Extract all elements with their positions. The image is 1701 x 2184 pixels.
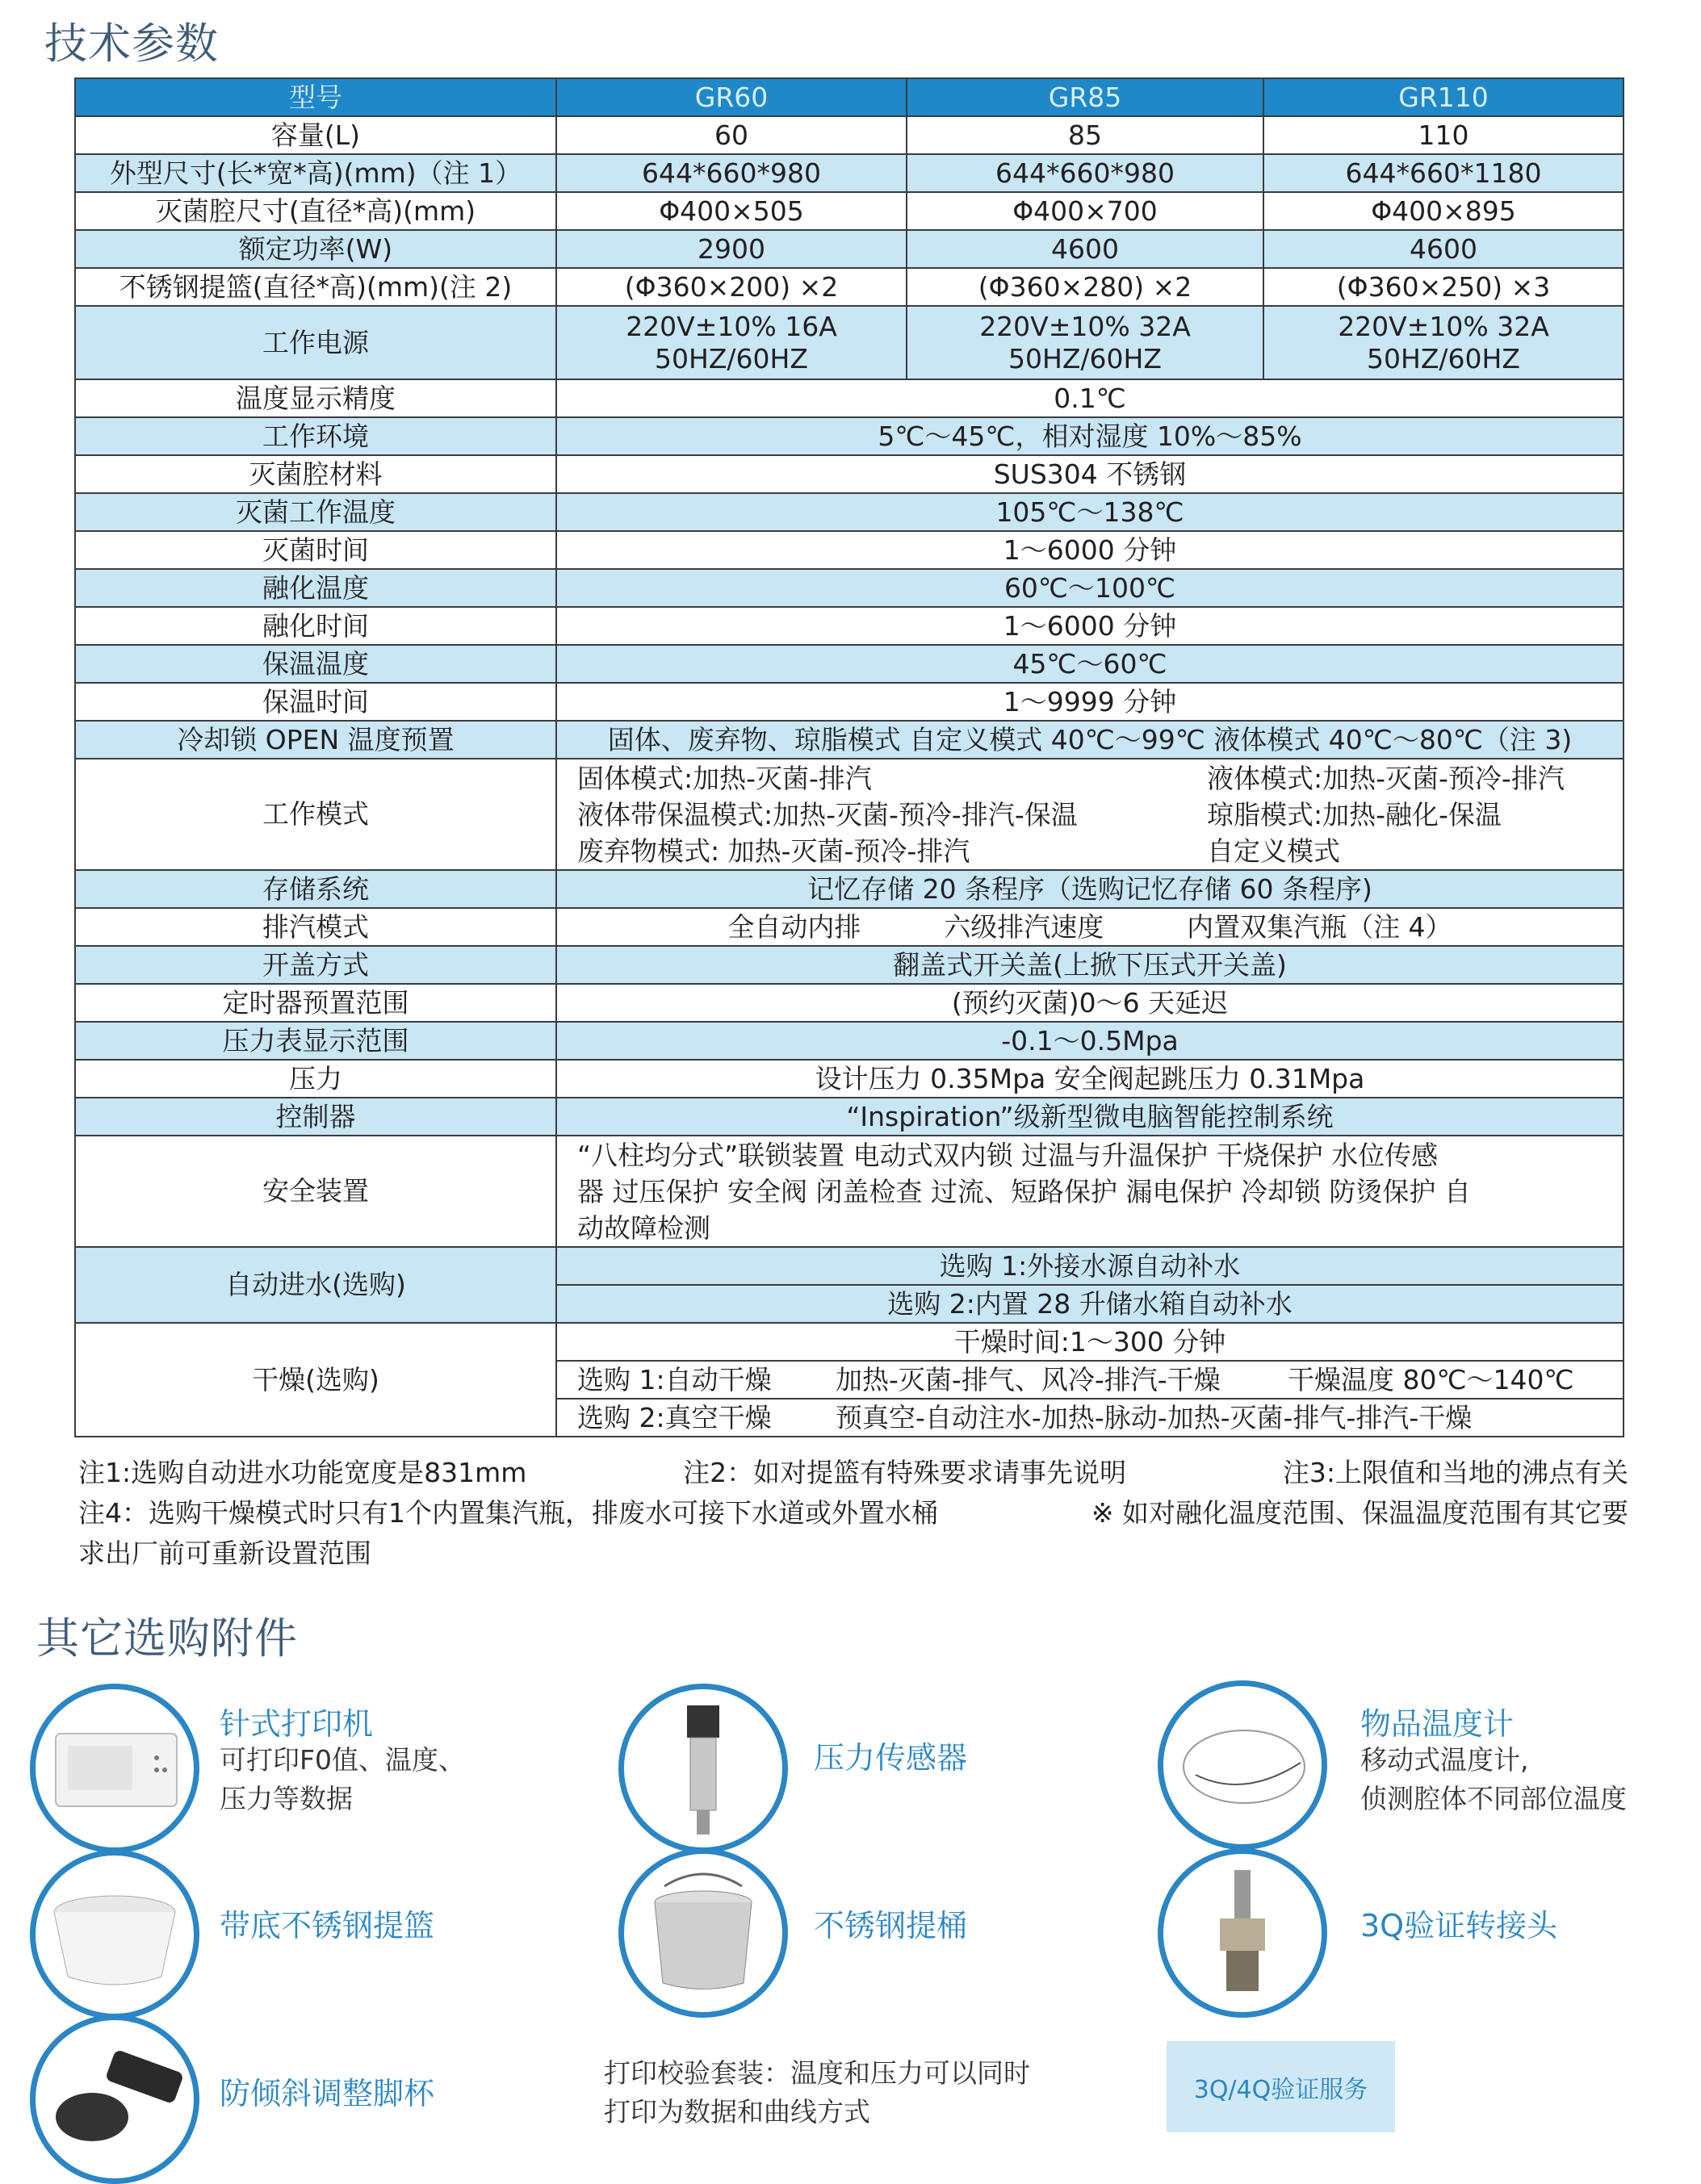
specs-title: 技术参数 (44, 19, 219, 69)
safety-line: 动故障检测 (577, 1211, 710, 1244)
thermometer-image (1158, 1680, 1327, 1850)
cell: 1～9999 分钟 (556, 683, 1623, 721)
table-row (75, 154, 1623, 192)
desc-line: 压力等数据 (220, 1783, 353, 1814)
table-row (75, 759, 1623, 870)
row-label: 融化时间 (75, 607, 556, 645)
cell-line: 50HZ/60HZ (655, 342, 808, 374)
adapter-image (1158, 1848, 1327, 2018)
mode-item: 液体模式:加热-灭菌-预冷-排汽 (1207, 762, 1565, 794)
table-row (75, 116, 1623, 154)
table-row (75, 1098, 1623, 1136)
desc-line: 可打印F0值、温度、 (220, 1744, 465, 1776)
desc-line: 打印校验套装：温度和压力可以同时 (604, 2057, 1030, 2089)
cell-line: 220V±10% 16A (626, 310, 837, 342)
water-cell (556, 1247, 1623, 1323)
table-row (75, 1136, 1623, 1247)
exhaust-item: 内置双集汽瓶（注 4） (1187, 910, 1452, 943)
table-row (75, 1060, 1623, 1098)
cell-line: 50HZ/60HZ (1367, 342, 1520, 374)
cell: 翻盖式开关盖(上掀下压式开关盖) (556, 946, 1623, 984)
accessories-title: 其它选购附件 (36, 1614, 298, 1663)
desc-line: 打印为数据和曲线方式 (604, 2096, 870, 2128)
table-row (75, 417, 1623, 455)
row-label: 控制器 (75, 1098, 556, 1136)
safety-cell (556, 1136, 1623, 1247)
cell: Φ400×895 (1263, 192, 1623, 230)
header-cell: GR85 (907, 78, 1263, 116)
row-label: 工作电源 (75, 306, 556, 379)
table-row (75, 721, 1623, 759)
basket-image (30, 1850, 199, 2019)
table-row (75, 1323, 1623, 1437)
accessory-desc (1360, 1741, 1627, 1818)
header-cell: GR60 (556, 78, 907, 116)
header-cell: 型号 (75, 78, 556, 116)
water-option: 选购 1:外接水源自动补水 (557, 1248, 1623, 1286)
mode-item: 自定义模式 (1207, 835, 1340, 867)
cell: 1～6000 分钟 (556, 531, 1623, 569)
pressure-sensor-image (618, 1684, 788, 1853)
water-option: 选购 2:内置 28 升储水箱自动补水 (887, 1288, 1293, 1320)
row-label: 开盖方式 (75, 946, 556, 984)
desc-line: 侦测腔体不同部位温度 (1360, 1783, 1627, 1814)
mode-item: 液体带保温模式:加热-灭菌-预冷-排汽-保温 (577, 798, 1078, 831)
row-label: 外型尺寸(长*宽*高)(mm)（注 1） (75, 154, 556, 192)
cell: 2900 (556, 230, 907, 268)
table-row (75, 192, 1623, 230)
dry-opt-label: 选购 1:自动干燥 (577, 1364, 772, 1395)
cell: “Inspiration”级新型微电脑智能控制系统 (556, 1098, 1623, 1136)
cell: Φ400×505 (556, 192, 907, 230)
accessory-title: 3Q验证转接头 (1360, 1908, 1558, 1943)
cell: 105℃～138℃ (556, 493, 1623, 531)
cell (1263, 306, 1623, 379)
accessory-title: 带底不锈钢提篮 (220, 1908, 435, 1943)
dry-opt-label: 选购 2:真空干燥 (577, 1402, 772, 1433)
cell: 60℃～100℃ (556, 569, 1623, 607)
cell: 1～6000 分钟 (556, 607, 1623, 645)
table-row (75, 870, 1623, 908)
cell: 644*660*980 (556, 154, 907, 192)
row-label: 排汽模式 (75, 908, 556, 946)
row-label: 容量(L) (75, 116, 556, 154)
exhaust-item: 全自动内排 (727, 910, 861, 943)
table-row (75, 984, 1623, 1022)
cell: (预约灭菌)0～6 天延迟 (556, 984, 1623, 1022)
cell: 记忆存储 20 条程序（选购记忆存储 60 条程序) (556, 870, 1623, 908)
header-cell: GR110 (1263, 78, 1623, 116)
note-2: 注2：如对提篮有特殊要求请事先说明 (683, 1457, 1127, 1488)
table-row (75, 569, 1623, 607)
cell: 4600 (907, 230, 1263, 268)
table-row (75, 1247, 1623, 1323)
table-row (75, 455, 1623, 493)
row-label: 保温温度 (75, 645, 556, 683)
cell (556, 908, 1623, 946)
cell: 0.1℃ (556, 379, 1623, 417)
dry-time: 干燥时间:1～300 分钟 (557, 1324, 1623, 1362)
note-4: 注4：选购干燥模式时只有1个内置集汽瓶，排废水可接下水道或外置水桶 (78, 1497, 938, 1529)
cell: 85 (907, 116, 1263, 154)
dry-cell (556, 1323, 1623, 1437)
cell: 4600 (1263, 230, 1623, 268)
accessory-title: 防倾斜调整脚杯 (220, 2076, 435, 2111)
cell: (Φ360×280) ×2 (907, 268, 1263, 306)
cell: 5℃～45℃，相对湿度 10%～85% (556, 417, 1623, 455)
row-label: 不锈钢提篮(直径*高)(mm)(注 2) (75, 268, 556, 306)
printer-image (30, 1684, 199, 1853)
table-row (75, 1022, 1623, 1060)
row-label: 融化温度 (75, 569, 556, 607)
accessory-desc (220, 1741, 465, 1818)
notes (78, 1453, 1628, 1574)
exhaust-item: 六级排汽速度 (944, 910, 1104, 943)
dry-opt-process: 预真空-自动注水-加热-脉动-加热-灭菌-排气-排汽-干燥 (836, 1402, 1473, 1433)
note-6: 求出厂前可重新设置范围 (78, 1538, 371, 1569)
table-row (75, 493, 1623, 531)
accessory-title: 不锈钢提桶 (814, 1908, 968, 1943)
table-row (75, 645, 1623, 683)
cell: Φ400×700 (907, 192, 1263, 230)
table-header-row (75, 78, 1623, 116)
cell: 45℃～60℃ (556, 645, 1623, 683)
row-label: 定时器预置范围 (75, 984, 556, 1022)
table-row (75, 379, 1623, 417)
cell-line: 50HZ/60HZ (1008, 342, 1162, 374)
note-1: 注1:选购自动进水功能宽度是831mm (78, 1457, 527, 1488)
cell: 110 (1263, 116, 1623, 154)
cell-line: 220V±10% 32A (1338, 310, 1549, 342)
accessory-title: 物品温度计 (1360, 1706, 1515, 1742)
row-label: 灭菌腔材料 (75, 455, 556, 493)
print-kit-desc (604, 2054, 1030, 2132)
safety-line: “八柱均分式”联锁装置 电动式双内锁 过温与升温保护 干烧保护 水位传感 (577, 1139, 1439, 1171)
dry-opt-temp: 干燥温度 80℃～140℃ (1288, 1364, 1574, 1395)
foot-cup-image (30, 2015, 199, 2184)
row-label: 灭菌工作温度 (75, 493, 556, 531)
row-label: 保温时间 (75, 683, 556, 721)
service-box: 3Q/4Q验证服务 (1167, 2041, 1395, 2132)
cell (556, 306, 907, 379)
safety-line: 器 过压保护 安全阀 闭盖检查 过流、短路保护 漏电保护 冷却锁 防烫保护 自 (577, 1175, 1471, 1207)
row-label: 冷却锁 OPEN 温度预置 (75, 721, 556, 759)
dry-option-1 (557, 1362, 1623, 1400)
mode-item: 废弃物模式: 加热-灭菌-预冷-排汽 (577, 835, 970, 867)
accessory-title: 针式打印机 (220, 1706, 374, 1742)
desc-line: 移动式温度计, (1360, 1744, 1529, 1776)
accessory-title: 压力传感器 (814, 1740, 968, 1776)
bucket-image (618, 1848, 788, 2018)
row-label: 额定功率(W) (75, 230, 556, 268)
row-label: 压力 (75, 1060, 556, 1098)
row-label: 灭菌时间 (75, 531, 556, 569)
cell (907, 306, 1263, 379)
cell: 644*660*980 (907, 154, 1263, 192)
row-label: 灭菌腔尺寸(直径*高)(mm) (75, 192, 556, 230)
cell: 设计压力 0.35Mpa 安全阀起跳压力 0.31Mpa (556, 1060, 1623, 1098)
table-row (75, 908, 1623, 946)
cell: 60 (556, 116, 907, 154)
dry-opt-process: 加热-灭菌-排气、风冷-排汽-干燥 (836, 1364, 1221, 1395)
row-label: 安全装置 (75, 1136, 556, 1247)
table-row (75, 683, 1623, 721)
spec-table (74, 77, 1624, 1437)
modes-cell (556, 759, 1623, 870)
row-label: 存储系统 (75, 870, 556, 908)
cell: (Φ360×250) ×3 (1263, 268, 1623, 306)
cell: SUS304 不锈钢 (556, 455, 1623, 493)
mode-item: 琼脂模式:加热-融化-保温 (1207, 798, 1502, 831)
table-row (75, 607, 1623, 645)
table-row (75, 946, 1623, 984)
cell-line: 220V±10% 32A (979, 310, 1191, 342)
table-row (75, 230, 1623, 268)
row-label: 工作环境 (75, 417, 556, 455)
row-label: 压力表显示范围 (75, 1022, 556, 1060)
row-label: 工作模式 (75, 759, 556, 870)
cell: 固体、废弃物、琼脂模式 自定义模式 40℃～99℃ 液体模式 40℃～80℃（注 3) (556, 721, 1623, 759)
note-5: ※ 如对融化温度范围、保温温度范围有其它要 (1091, 1497, 1628, 1529)
cell: 644*660*1180 (1263, 154, 1623, 192)
note-3: 注3:上限值和当地的沸点有关 (1282, 1457, 1628, 1488)
table-row (75, 531, 1623, 569)
dry-option-2 (557, 1400, 1623, 1436)
cell: (Φ360×200) ×2 (556, 268, 907, 306)
row-label: 温度显示精度 (75, 379, 556, 417)
cell: -0.1～0.5Mpa (556, 1022, 1623, 1060)
mode-item: 固体模式:加热-灭菌-排汽 (577, 762, 872, 794)
table-row (75, 268, 1623, 306)
row-label: 自动进水(选购) (75, 1247, 556, 1323)
table-row (75, 306, 1623, 379)
row-label: 干燥(选购) (75, 1323, 556, 1437)
